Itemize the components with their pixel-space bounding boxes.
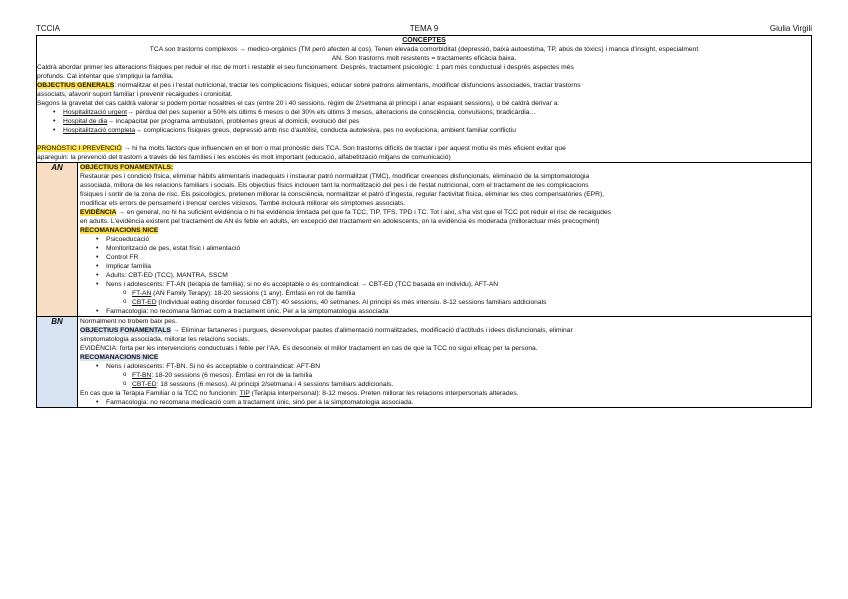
page (36, 24, 812, 408)
an-nice-label: RECOMANACIONS NICE (80, 227, 159, 234)
bn-objectives-label: OBJECTIUS FONAMENTALS (80, 327, 171, 334)
severity-text: Segons la gravetat del cas caldrà valorar si podem portar nosaltres el cas (entre 20 i 40 sessions, règim de 2/setmana al principi i anar espaiant sessions), o bé caldrà derivar a: (37, 100, 560, 107)
header-center: TEMA 9 (409, 24, 439, 33)
header-right: Giulia Virgili (769, 24, 812, 33)
bn-intro: Normalment no trobem baix pes. (80, 318, 178, 325)
list-item: • Farmacologia: no recomana fàrmac com a tractament únic. Per a la simptomatologia associada (80, 307, 811, 316)
bn-nice-label: RECOMANACIONS NICE (80, 354, 159, 361)
an-line: associada, millora de les relacions familiars i socials. Els objectius físics inclouen tant la normalització del pes i de l'estat nutricional, com el tractament de les complicacions (80, 182, 589, 189)
sub-list-item: o FT-AN (AN Family Terapy): 18-20 sessions (1 any). Èmfasi en rol de família (80, 289, 811, 298)
an-evidence: EVIDÈNCIA → en general, no hi ha suficient evidència o hi ha evidència limitada pel que fa TCC, TIP, TFS, TPD i TC. Tot i així, s'ha vist que el TCC pot reduir el risc de recaigudes (80, 209, 612, 216)
an-line: Restaurar pes i condició física, eliminar hàbits alimentaris inadequats i instaurar patró normalitzat (TMC), modificar creences disfuncionals, eliminació de la simptomatologia (80, 173, 590, 180)
an-row (37, 162, 811, 316)
general-objectives-label: OBJECTIUS GENERALS (37, 82, 115, 89)
concepts-title: CONCEPTES (402, 37, 446, 44)
prognosis-label: PRONÒSTIC I PREVENCIÓ (37, 145, 122, 152)
sub-list-item: o CBT-ED (Individual eating disorder focused CBT): 40 sessions, 40 setmanes. Al principi és més intensiu. 8-12 sessions familiars addicionals (80, 298, 811, 307)
list-item: • Hospitalització completa→ complicacions físiques greus, depressió amb risc d'autòlisi, conducta autolesiva, pes no evoluciona, ambient familiar conflictiu (37, 126, 811, 135)
prognosis: PRONÒSTIC I PREVENCIÓ → hi ha molts factors que influencien en el bon o mal pronòstic dels TCA. Son trastorns difícils de tractar i per aquest motiu és més eficient evitar que (37, 145, 566, 152)
an-evidence-cont: en adults. L'evidència existent pel tractament de AN és feble en adults, en excepció del tractament en adolescents, on la evidència és moderada (milloractuar més precoçment) (80, 218, 600, 225)
general-objectives-cont: associats, afavorir suport familiar i prevenir recaigudes i cronicitat. (37, 91, 233, 98)
an-nice-list (80, 235, 811, 316)
referral-list (37, 108, 811, 135)
sub-list-item: o FT-BN: 18-20 sessions (6 mesos). Èmfasi en rol de la família (80, 371, 811, 380)
list-item: • Farmacologia: no recomana medicació com a tractament únic, sinó per a la simptomatologia associada. (80, 398, 811, 407)
concepts-p1a: TCA son trastorns complexos → medico-orgànics (TM però afecten al cos). Tenen elevada comorbiditat (depressió, baixa autoestima, TP, abús de tòxics) i manca d'insight, especialment (149, 46, 699, 53)
list-item: • Nens i adolescents: FT-BN. Si no és acceptable o contraindicat: AFT-BN (80, 362, 811, 371)
list-item: • Hospitalització urgent→ pèrdua del pes superior a 50% els últims 6 mesos o del 30% els últims 3 mesos, alteracions de consciència, convulsions, bradicàrdia… (37, 108, 811, 117)
an-evidence-label: EVIDÈNCIA (80, 209, 117, 216)
bn-evidence: EVIDÈNCIA: forta per les intervencions conductuals i feble per l'AA. Es desconeix el millor tractament en cas de que la TCC no sigui eficaç per la persona. (80, 345, 538, 352)
an-line: físiques i sortir de la zona de risc. Els psicològics, pretenen millorar la consciència, normalitzar el patró d'ingesta, regular l'activitat física, eliminar les ctes compensatòries (EPR), (80, 191, 605, 198)
an-objectives-label: OBJECTIUS FONAMENTALS: (80, 164, 174, 171)
header-left: TCCIA (36, 24, 60, 33)
list-item: • Hospital de dia→ incapacitat per programa ambulatori, problemes greus al domicili, evolució del pes (37, 117, 811, 126)
list-item: • Monitorització de pes, estat físic i alimentació (80, 244, 811, 253)
bn-tip: En cas que la Teràpia Familiar o la TCC no funcionin: TIP (Teràpia interpersonal): 8-12 mesos. Preten millorar les relacions interpersonals alterades. (80, 390, 519, 397)
sub-list-item: o CBT-ED: 18 sessions (6 mesos). Al principi 2/setmana i 4 sessions familiars addicionals. (80, 380, 811, 389)
bn-nice-list (80, 362, 811, 389)
an-label: AN (37, 163, 78, 316)
page-header (36, 24, 812, 34)
list-item: • Control FR (80, 253, 811, 262)
content-table (36, 36, 812, 408)
prognosis-cont: apareguin: la prevenció del trastorn a través de les famílies i les escoles és molt important (educació, alfabetització mitjans de comunicació) (37, 154, 451, 161)
bn-label: BN (37, 317, 78, 407)
list-item: • Psicoeducació (80, 235, 811, 244)
bn-row (37, 316, 811, 407)
list-item: • Implicar família (80, 262, 811, 271)
bn-content (78, 317, 811, 407)
list-item: • Adults: CBT-ED (TCC), MANTRA, SSCM (80, 271, 811, 280)
concepts-p1b: AN. Son trastorns molt resistents = tractaments eficàcia baixa. (331, 55, 517, 62)
concepts-p2a: Caldrà abordar primer les alteracions físiques per reduir el risc de mort i restablir el seu funcionament. Després, tractament psicològic: 1 part més conductual i després aspectes més (37, 64, 574, 71)
general-objectives: OBJECTIUS GENERALS: normalitzar el pes i l'estat nutricional, tractar les complicacions físiques, educar sobre patrons alimentaris, modificar disfuncions associades, tractar trastorns (37, 82, 581, 89)
list-item: • Nens i adolescents: FT-AN (teràpia de família); si no és acceptable o és contraindicat → CBT-ED (TCC basada en individu), AFT-AN (80, 280, 811, 289)
an-line: modificar els errors de pensament i trencar cercles viciosos. També inclourà millorar els símptomes associats. (80, 200, 406, 207)
bn-pharma-list (80, 398, 811, 407)
concepts-section (37, 36, 811, 162)
bn-objectives-cont: simptomatologia associada, millorar les relacions socials. (80, 336, 250, 343)
bn-objectives: OBJECTIUS FONAMENTALS → Eliminar fartaneres i purgues, desenvolupar pautes d'alimentació normalitzades, modificació d'actituds i idees disfuncionals, eliminar (80, 327, 573, 334)
concepts-p2b: profunds. Cal intentar que s'impliqui la família. (37, 73, 174, 80)
an-content (78, 163, 811, 316)
